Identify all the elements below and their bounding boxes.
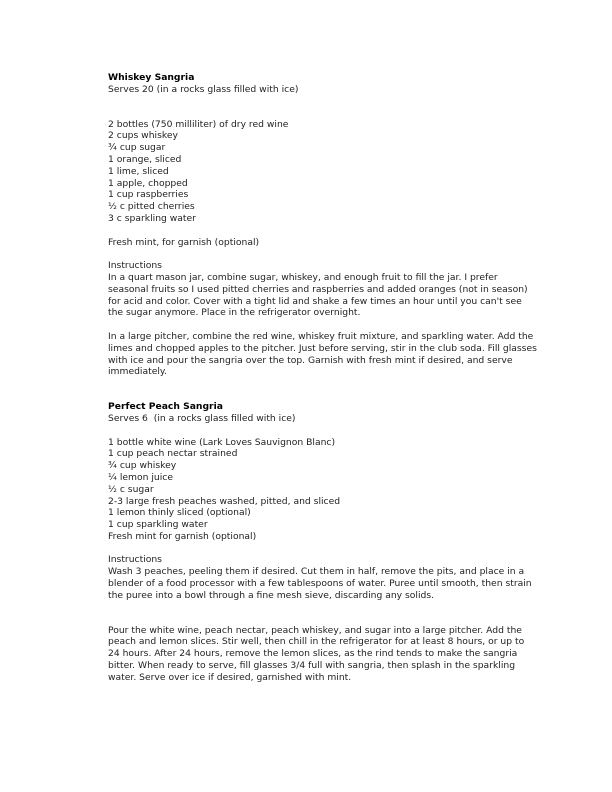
ingredient-item: ½ c sugar	[108, 483, 154, 495]
recipe-serves: Serves 6 (in a rocks glass filled with ice)	[108, 412, 296, 424]
ingredient-item: ¾ cup whiskey	[108, 460, 177, 472]
ingredient-item: 1 lime, sliced	[108, 165, 169, 177]
ingredient-item: Fresh mint for garnish (optional)	[108, 530, 257, 542]
ingredient-item: 1 lemon thinly sliced (optional)	[108, 507, 251, 519]
ingredient-list	[108, 437, 538, 543]
document-page	[108, 72, 538, 684]
ingredient-item: 2 bottles (750 milliliter) of dry red wine	[108, 118, 289, 130]
ingredient-item: 2-3 large fresh peaches washed, pitted, and sliced	[108, 495, 341, 507]
recipe-perfect-peach-sangria	[108, 401, 538, 684]
recipe-title: Perfect Peach Sangria	[108, 401, 223, 413]
ingredient-item: ½ c pitted cherries	[108, 201, 195, 213]
instruction-step: Wash 3 peaches, peeling them if desired. Cut them in half, remove the pits, and place in a blender of a food processor with a few tablespoons of water. Puree until smooth, then strain the puree into a bowl through a fine mesh sieve, discarding any solids.	[108, 566, 532, 601]
ingredient-list	[108, 119, 538, 225]
ingredient-item: 1 bottle white wine (Lark Loves Sauvignon Blanc)	[108, 436, 336, 448]
recipe-whiskey-sangria	[108, 72, 538, 378]
ingredient-item: ¼ lemon juice	[108, 471, 173, 483]
ingredient-item: 2 cups whiskey	[108, 130, 178, 142]
ingredient-item: 1 cup sparkling water	[108, 519, 208, 531]
recipe-title: Whiskey Sangria	[108, 72, 195, 83]
ingredient-item: 1 apple, chopped	[108, 177, 188, 189]
recipe-serves: Serves 20 (in a rocks glass filled with ice)	[108, 83, 299, 95]
garnish-note: Fresh mint, for garnish (optional)	[108, 236, 260, 248]
instructions-heading: Instructions	[108, 260, 162, 272]
ingredient-item: 3 c sparkling water	[108, 212, 196, 224]
instructions-heading: Instructions	[108, 554, 162, 566]
instruction-step: In a large pitcher, combine the red wine, whiskey fruit mixture, and sparkling water. Add the limes and chopped apples to the pitcher. Just before serving, stir in the club soda. Fill glasses with ice and pour the sangria over the top. Garnish with fresh mint if desired, and serve immediately.	[108, 330, 537, 378]
instruction-step: Pour the white wine, peach nectar, peach whiskey, and sugar into a large pitcher. Add the peach and lemon slices. Stir well, then chill in the refrigerator for at least 8 hours, or up to 24 hours. After 24 hours, remove the lemon slices, as the rind tends to make the sangria bitter. When ready to serve, fill glasses 3/4 full with sangria, then splash in the sparkling water. Serve over ice if desired, garnished with mint.	[108, 624, 525, 683]
instruction-step: In a quart mason jar, combine sugar, whiskey, and enough fruit to fill the jar. I prefer seasonal fruits so I used pitted cherries and raspberries and added oranges (not in season) for acid and color. Cover with a tight lid and shake a few times an hour until you can't see the sugar anymore. Place in the refrigerator overnight.	[108, 271, 528, 319]
ingredient-item: 1 cup raspberries	[108, 189, 189, 201]
ingredient-item: ¾ cup sugar	[108, 142, 166, 154]
ingredient-item: 1 orange, sliced	[108, 153, 182, 165]
ingredient-item: 1 cup peach nectar strained	[108, 448, 238, 460]
